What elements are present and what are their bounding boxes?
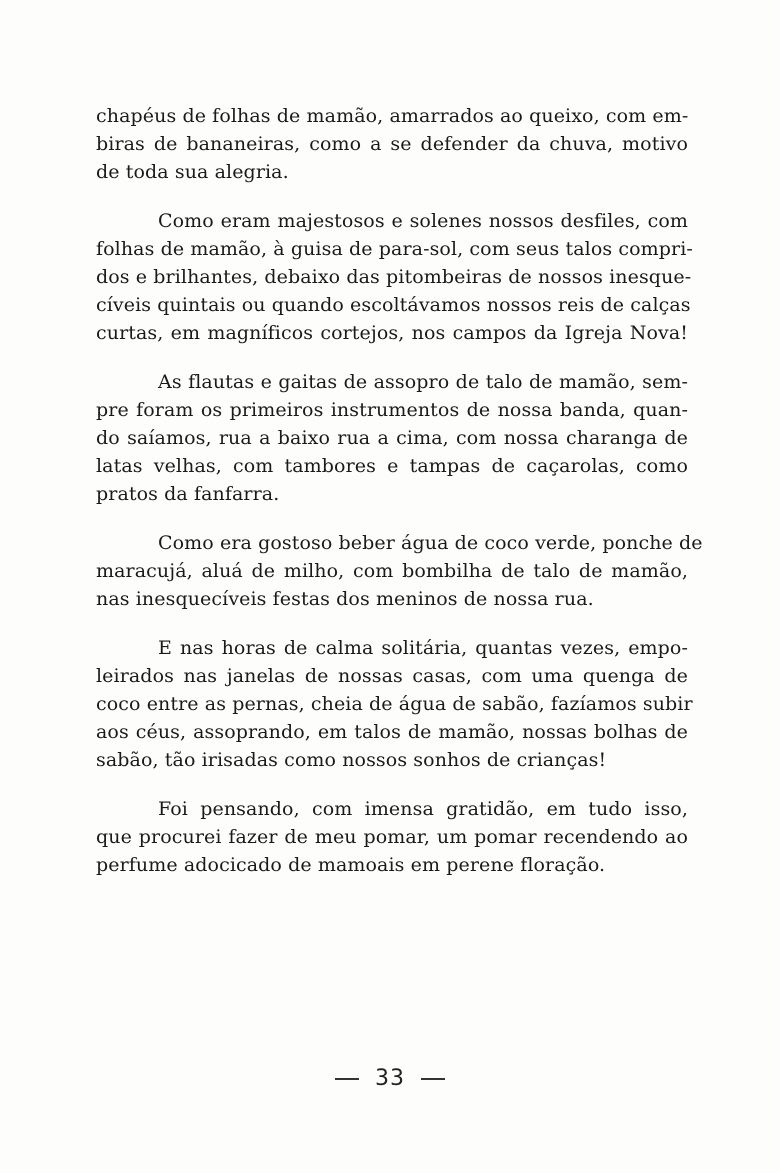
- paragraph-1: [96, 102, 688, 186]
- paragraph-5: [96, 634, 693, 774]
- text-line: Como eram majestosos e solenes nossos desfiles, com: [158, 210, 688, 232]
- text-line: latas velhas, com tambores e tampas de caçarolas, como: [96, 455, 688, 477]
- text-line: pre foram os primeiros instrumentos de nossa banda, quan-: [96, 399, 688, 421]
- text-line: perfume adocicado de mamoais em perene floração.: [96, 854, 606, 876]
- text-line: cíveis quintais ou quando escoltávamos nossos reis de calças: [96, 294, 691, 316]
- text-line: aos céus, assoprando, em talos de mamão, nossas bolhas de: [96, 721, 688, 743]
- text-line: leirados nas janelas de nossas casas, com uma quenga de: [96, 665, 688, 687]
- text-line: biras de bananeiras, como a se defender da chuva, motivo: [96, 133, 688, 155]
- text-line: de toda sua alegria.: [96, 161, 289, 183]
- paragraph-6: [96, 795, 688, 879]
- right-dash: [421, 1078, 445, 1080]
- paragraph-4: [96, 529, 703, 613]
- page-footer: [0, 1066, 780, 1091]
- text-line: sabão, tão irisadas como nossos sonhos de crianças!: [96, 749, 607, 771]
- text-line: coco entre as pernas, cheia de água de sabão, fazíamos subir: [96, 693, 693, 715]
- text-line: folhas de mamão, à guisa de para-sol, com seus talos compri-: [96, 238, 693, 260]
- body-text: [96, 102, 703, 879]
- text-line: E nas horas de calma solitária, quantas vezes, empo-: [158, 637, 688, 659]
- text-line: maracujá, aluá de milho, com bombilha de talo de mamão,: [96, 560, 688, 582]
- page-number: 33: [375, 1066, 405, 1091]
- text-line: As flautas e gaitas de assopro de talo de mamão, sem-: [158, 371, 688, 393]
- text-line: que procurei fazer de meu pomar, um pomar recendendo ao: [96, 826, 688, 848]
- paragraph-2: [96, 207, 693, 347]
- text-line: Como era gostoso beber água de coco verde, ponche de: [158, 532, 703, 554]
- text-line: nas inesquecíveis festas dos meninos de nossa rua.: [96, 588, 594, 610]
- text-line: Foi pensando, com imensa gratidão, em tudo isso,: [158, 798, 688, 820]
- text-line: do saíamos, rua a baixo rua a cima, com nossa charanga de: [96, 427, 688, 449]
- paragraph-3: [96, 368, 688, 508]
- text-line: dos e brilhantes, debaixo das pitombeiras de nossos inesque-: [96, 266, 692, 288]
- text-line: pratos da fanfarra.: [96, 483, 280, 505]
- text-line: curtas, em magníficos cortejos, nos campos da Igreja Nova!: [96, 322, 688, 344]
- text-line: chapéus de folhas de mamão, amarrados ao queixo, com em-: [96, 105, 689, 127]
- left-dash: [335, 1078, 359, 1080]
